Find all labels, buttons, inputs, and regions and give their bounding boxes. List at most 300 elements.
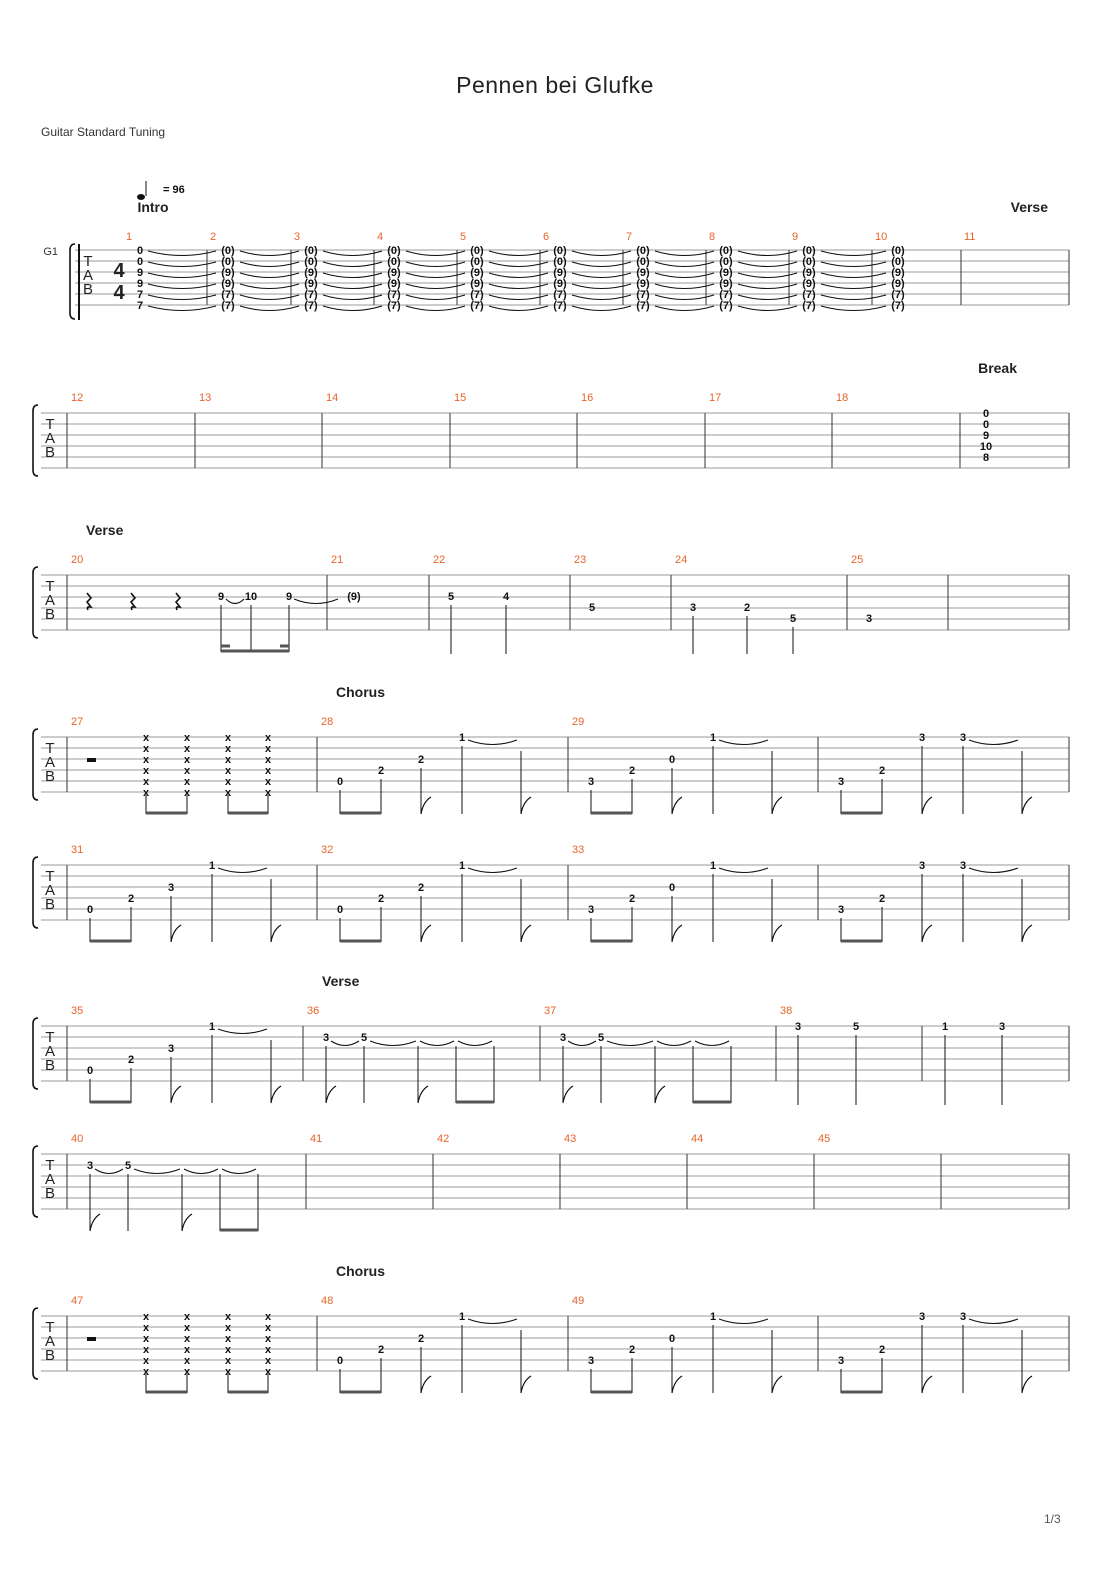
note-flag bbox=[655, 1086, 665, 1103]
dead-note: x bbox=[183, 754, 191, 766]
note-flag bbox=[90, 1214, 100, 1231]
tab-clef-letter: B bbox=[82, 281, 94, 298]
dead-note: x bbox=[183, 1355, 191, 1367]
note-flag bbox=[563, 1086, 573, 1103]
note-flag bbox=[672, 797, 682, 814]
intro-chord-fret: (7) bbox=[304, 300, 318, 312]
note-flag bbox=[772, 925, 782, 942]
note-flag bbox=[418, 1086, 428, 1103]
note-flag bbox=[171, 1086, 181, 1103]
tie-arc bbox=[969, 1319, 1018, 1324]
fret-number: 1 bbox=[208, 1021, 216, 1033]
dead-note: x bbox=[264, 1311, 272, 1323]
fret-number: 3 bbox=[587, 904, 595, 916]
note-flag bbox=[421, 1376, 431, 1393]
intro-chord-fret: (0) bbox=[891, 245, 905, 257]
intro-chord-fret: (7) bbox=[891, 289, 905, 301]
measure-number: 38 bbox=[780, 1005, 793, 1017]
quarter-rest bbox=[176, 593, 180, 610]
tab-clef-letter: T bbox=[45, 740, 55, 757]
dead-note: x bbox=[224, 787, 232, 799]
measure-number: 15 bbox=[454, 392, 467, 404]
tab-clef-letter: B bbox=[44, 768, 56, 785]
measure-number: 20 bbox=[71, 554, 84, 566]
beam-secondary bbox=[280, 645, 289, 648]
tie-arc bbox=[240, 284, 299, 289]
fret-number: 3 bbox=[998, 1021, 1006, 1033]
break-chord-fret: 8 bbox=[982, 452, 990, 464]
tie-arc bbox=[406, 306, 465, 311]
note-flag bbox=[271, 925, 281, 942]
dead-note: x bbox=[142, 732, 150, 744]
intro-chord-fret: (7) bbox=[304, 289, 318, 301]
measure-number: 41 bbox=[310, 1133, 323, 1145]
fret-number: 1 bbox=[709, 860, 717, 872]
tie-arc bbox=[655, 306, 714, 311]
dead-note: x bbox=[142, 754, 150, 766]
tie-arc bbox=[406, 251, 465, 256]
tie-arc bbox=[226, 599, 244, 604]
system-bracket bbox=[33, 1018, 38, 1089]
tie-arc bbox=[240, 273, 299, 278]
dead-note: x bbox=[224, 1311, 232, 1323]
note-flag bbox=[171, 925, 181, 942]
fret-number: 0 bbox=[336, 776, 344, 788]
time-signature-bottom: 4 bbox=[113, 282, 125, 304]
measure-number: 6 bbox=[543, 231, 550, 243]
dead-note: x bbox=[183, 787, 191, 799]
intro-chord-fret: (9) bbox=[304, 278, 318, 290]
dead-note: x bbox=[224, 1333, 232, 1345]
fret-number: 2 bbox=[377, 765, 385, 777]
measure-number: 5 bbox=[460, 231, 467, 243]
dead-note: x bbox=[224, 1322, 232, 1334]
intro-chord-fret: (9) bbox=[891, 278, 905, 290]
tie-arc bbox=[489, 273, 548, 278]
tab-clef-letter: T bbox=[45, 868, 55, 885]
measure-number: 44 bbox=[691, 1133, 704, 1145]
dead-note: x bbox=[183, 732, 191, 744]
system-bracket bbox=[33, 1146, 38, 1217]
dead-note: x bbox=[264, 765, 272, 777]
note-flag bbox=[521, 797, 531, 814]
fret-number: 1 bbox=[709, 1311, 717, 1323]
intro-chord-fret: (9) bbox=[387, 278, 401, 290]
fret-number: (9) bbox=[347, 591, 361, 603]
tab-clef-letter: T bbox=[45, 1029, 55, 1046]
tie-arc bbox=[458, 1041, 492, 1046]
fret-number: 0 bbox=[86, 904, 94, 916]
dead-note: x bbox=[142, 765, 150, 777]
tie-arc bbox=[821, 273, 886, 278]
fret-number: 3 bbox=[959, 860, 967, 872]
tie-arc bbox=[572, 251, 631, 256]
tab-clef-letter: T bbox=[45, 1319, 55, 1336]
fret-number: 0 bbox=[668, 1333, 676, 1345]
tie-arc bbox=[821, 306, 886, 311]
tie-arc bbox=[655, 284, 714, 289]
beam bbox=[841, 812, 882, 815]
measure-number: 29 bbox=[572, 716, 585, 728]
dead-note: x bbox=[224, 1355, 232, 1367]
measure-number: 49 bbox=[572, 1295, 585, 1307]
dead-note: x bbox=[264, 776, 272, 788]
tie-arc bbox=[218, 868, 267, 873]
intro-chord-fret: (9) bbox=[387, 267, 401, 279]
intro-chord-fret: (9) bbox=[636, 267, 650, 279]
beam bbox=[220, 1229, 258, 1232]
fret-number: 2 bbox=[878, 765, 886, 777]
intro-chord-fret: (0) bbox=[221, 245, 235, 257]
intro-chord-fret: (0) bbox=[221, 256, 235, 268]
system-bracket bbox=[33, 567, 38, 638]
tab-clef-letter: T bbox=[45, 416, 55, 433]
fret-number: 2 bbox=[628, 893, 636, 905]
tie-arc bbox=[738, 284, 797, 289]
fret-number: 3 bbox=[959, 1311, 967, 1323]
fret-number: 3 bbox=[794, 1021, 802, 1033]
measure-number: 23 bbox=[574, 554, 587, 566]
intro-chord-fret: (0) bbox=[304, 245, 318, 257]
tab-clef-letter: A bbox=[44, 882, 56, 899]
fret-number: 2 bbox=[628, 765, 636, 777]
intro-chord-fret: (0) bbox=[802, 245, 816, 257]
tab-clef-letter: A bbox=[82, 267, 94, 284]
fret-number: 2 bbox=[417, 1333, 425, 1345]
fret-number: 2 bbox=[628, 1344, 636, 1356]
beam bbox=[340, 1391, 381, 1394]
fret-number: 1 bbox=[458, 732, 466, 744]
fret-number: 0 bbox=[668, 754, 676, 766]
tie-arc bbox=[572, 262, 631, 267]
intro-chord-fret: (0) bbox=[802, 256, 816, 268]
tie-arc bbox=[468, 740, 517, 745]
fret-number: 3 bbox=[86, 1160, 94, 1172]
tie-arc bbox=[468, 1319, 517, 1324]
tab-clef-letter: T bbox=[83, 253, 93, 270]
intro-chord-fret: (0) bbox=[470, 245, 484, 257]
tie-arc bbox=[331, 1041, 359, 1046]
fret-number: 9 bbox=[285, 591, 293, 603]
section-label-break: Break bbox=[978, 360, 1017, 376]
measure-number: 32 bbox=[321, 844, 334, 856]
dead-note: x bbox=[224, 1344, 232, 1356]
tie-arc bbox=[468, 868, 517, 873]
dead-note: x bbox=[142, 1355, 150, 1367]
intro-chord-fret: (9) bbox=[221, 278, 235, 290]
note-flag bbox=[922, 797, 932, 814]
tie-arc bbox=[738, 295, 797, 300]
beam bbox=[221, 650, 289, 653]
dead-note: x bbox=[264, 1355, 272, 1367]
measure-number: 35 bbox=[71, 1005, 84, 1017]
tie-arc bbox=[148, 284, 216, 289]
fret-number: 0 bbox=[336, 904, 344, 916]
intro-chord-fret: (7) bbox=[553, 289, 567, 301]
tab-clef-letter: A bbox=[44, 592, 56, 609]
dead-note: x bbox=[183, 1333, 191, 1345]
tie-arc bbox=[184, 1169, 218, 1174]
intro-chord-fret: (7) bbox=[470, 289, 484, 301]
intro-chord-fret: (9) bbox=[636, 278, 650, 290]
fret-number: 3 bbox=[837, 904, 845, 916]
tie-arc bbox=[655, 273, 714, 278]
intro-chord-fret: (7) bbox=[719, 300, 733, 312]
tie-arc bbox=[568, 1041, 596, 1046]
dead-note: x bbox=[264, 1344, 272, 1356]
tie-arc bbox=[607, 1041, 653, 1046]
section-label-intro: Intro bbox=[137, 199, 169, 215]
dead-note: x bbox=[142, 1344, 150, 1356]
fret-number: 5 bbox=[588, 602, 596, 614]
section-label-verse: Verse bbox=[1010, 199, 1048, 215]
intro-chord-fret: (0) bbox=[719, 245, 733, 257]
tie-arc bbox=[572, 306, 631, 311]
half-rest bbox=[87, 1337, 96, 1341]
system-bracket bbox=[33, 729, 38, 800]
tab-clef-letter: A bbox=[44, 1171, 56, 1188]
fret-number: 5 bbox=[360, 1032, 368, 1044]
dead-note: x bbox=[183, 743, 191, 755]
intro-chord-fret: (9) bbox=[553, 267, 567, 279]
note-flag bbox=[421, 925, 431, 942]
dead-note: x bbox=[264, 1366, 272, 1378]
intro-chord-fret: (7) bbox=[553, 300, 567, 312]
tie-arc bbox=[655, 251, 714, 256]
tie-arc bbox=[406, 273, 465, 278]
fret-number: 10 bbox=[244, 591, 258, 603]
tab-clef-letter: A bbox=[44, 1043, 56, 1060]
intro-chord-fret: (7) bbox=[221, 300, 235, 312]
tie-arc bbox=[655, 295, 714, 300]
note-flag bbox=[1022, 1376, 1032, 1393]
beam bbox=[841, 940, 882, 943]
tie-arc bbox=[821, 295, 886, 300]
system-bracket bbox=[33, 857, 38, 928]
measure-number: 17 bbox=[709, 392, 722, 404]
fret-number: 3 bbox=[587, 776, 595, 788]
dead-note: x bbox=[142, 1366, 150, 1378]
note-flag bbox=[521, 925, 531, 942]
measure-number: 45 bbox=[818, 1133, 831, 1145]
tie-arc bbox=[420, 1041, 454, 1046]
tie-arc bbox=[240, 306, 299, 311]
tie-arc bbox=[489, 251, 548, 256]
measure-number: 28 bbox=[321, 716, 334, 728]
intro-chord-fret: (9) bbox=[304, 267, 318, 279]
dead-note: x bbox=[264, 1333, 272, 1345]
fret-number: 3 bbox=[865, 613, 873, 625]
dead-note: x bbox=[264, 754, 272, 766]
tab-clef-letter: B bbox=[44, 896, 56, 913]
note-flag bbox=[1022, 925, 1032, 942]
fret-number: 5 bbox=[852, 1021, 860, 1033]
intro-chord-fret: (9) bbox=[553, 278, 567, 290]
fret-number: 1 bbox=[458, 1311, 466, 1323]
tie-arc bbox=[489, 262, 548, 267]
fret-number: 9 bbox=[217, 591, 225, 603]
tie-arc bbox=[821, 262, 886, 267]
measure-number: 47 bbox=[71, 1295, 84, 1307]
section-label-verse: Verse bbox=[322, 973, 360, 989]
section-label-verse: Verse bbox=[86, 522, 124, 538]
tie-arc bbox=[738, 262, 797, 267]
fret-number: 2 bbox=[743, 602, 751, 614]
intro-chord-fret: 9 bbox=[136, 267, 144, 279]
tie-arc bbox=[240, 295, 299, 300]
intro-chord-fret: 0 bbox=[136, 256, 144, 268]
note-flag bbox=[421, 797, 431, 814]
tie-arc bbox=[95, 1169, 123, 1174]
intro-chord-fret: (9) bbox=[802, 267, 816, 279]
tab-clef-letter: A bbox=[44, 754, 56, 771]
intro-chord-fret: (7) bbox=[719, 289, 733, 301]
beam bbox=[591, 940, 632, 943]
fret-number: 1 bbox=[458, 860, 466, 872]
tie-arc bbox=[489, 284, 548, 289]
intro-chord-fret: (0) bbox=[387, 245, 401, 257]
intro-chord-fret: (0) bbox=[719, 256, 733, 268]
measure-number: 16 bbox=[581, 392, 594, 404]
fret-number: 3 bbox=[959, 732, 967, 744]
tie-arc bbox=[222, 1169, 256, 1174]
intro-chord-fret: 7 bbox=[136, 300, 144, 312]
fret-number: 3 bbox=[837, 1355, 845, 1367]
measure-number: 8 bbox=[709, 231, 716, 243]
measure-number: 21 bbox=[331, 554, 344, 566]
measure-number: 12 bbox=[71, 392, 84, 404]
tie-arc bbox=[489, 295, 548, 300]
break-chord-fret: 0 bbox=[982, 408, 990, 420]
note-flag bbox=[672, 925, 682, 942]
intro-chord-fret: (0) bbox=[553, 256, 567, 268]
tie-arc bbox=[719, 740, 768, 745]
tie-arc bbox=[323, 306, 382, 311]
intro-chord-fret: (7) bbox=[221, 289, 235, 301]
tie-arc bbox=[323, 284, 382, 289]
fret-number: 3 bbox=[918, 732, 926, 744]
fret-number: 1 bbox=[941, 1021, 949, 1033]
beam bbox=[90, 940, 131, 943]
fret-number: 2 bbox=[377, 1344, 385, 1356]
measure-number: 2 bbox=[210, 231, 217, 243]
tie-arc bbox=[969, 868, 1018, 873]
measure-number: 1 bbox=[126, 231, 133, 243]
tuning-label: Guitar Standard Tuning bbox=[41, 125, 166, 139]
section-label-chorus: Chorus bbox=[336, 684, 385, 700]
tie-arc bbox=[148, 262, 216, 267]
dead-note: x bbox=[183, 1311, 191, 1323]
system-bracket bbox=[33, 405, 38, 476]
fret-number: 3 bbox=[587, 1355, 595, 1367]
fret-number: 1 bbox=[208, 860, 216, 872]
fret-number: 4 bbox=[502, 591, 510, 603]
intro-chord-fret: (0) bbox=[387, 256, 401, 268]
tie-arc bbox=[572, 284, 631, 289]
measure-number: 25 bbox=[851, 554, 864, 566]
fret-number: 2 bbox=[127, 1054, 135, 1066]
fret-number: 3 bbox=[837, 776, 845, 788]
intro-chord-fret: (7) bbox=[636, 300, 650, 312]
beam bbox=[340, 940, 381, 943]
dead-note: x bbox=[224, 743, 232, 755]
tie-arc bbox=[489, 306, 548, 311]
quarter-rest bbox=[87, 593, 91, 610]
tie-arc bbox=[370, 1041, 416, 1046]
tie-arc bbox=[719, 868, 768, 873]
dead-note: x bbox=[142, 1311, 150, 1323]
section-label-chorus: Chorus bbox=[336, 1263, 385, 1279]
intro-chord-fret: 7 bbox=[136, 289, 144, 301]
fret-number: 3 bbox=[322, 1032, 330, 1044]
fret-number: 3 bbox=[167, 1043, 175, 1055]
dead-note: x bbox=[264, 732, 272, 744]
fret-number: 2 bbox=[417, 754, 425, 766]
fret-number: 3 bbox=[918, 860, 926, 872]
dead-note: x bbox=[183, 1366, 191, 1378]
dead-note: x bbox=[264, 1322, 272, 1334]
time-signature-top: 4 bbox=[113, 260, 125, 282]
tempo-marking: = 96 bbox=[163, 184, 185, 196]
tab-clef-letter: A bbox=[44, 1333, 56, 1350]
dead-note: x bbox=[224, 754, 232, 766]
measure-number: 37 bbox=[544, 1005, 557, 1017]
tie-arc bbox=[406, 284, 465, 289]
tie-arc bbox=[148, 273, 216, 278]
dead-note: x bbox=[224, 765, 232, 777]
intro-chord-fret: (7) bbox=[387, 289, 401, 301]
tab-clef-letter: B bbox=[44, 606, 56, 623]
measure-number: 22 bbox=[433, 554, 446, 566]
system-bracket bbox=[33, 1308, 38, 1379]
measure-number: 13 bbox=[199, 392, 212, 404]
intro-chord-fret: 9 bbox=[136, 278, 144, 290]
dead-note: x bbox=[224, 1366, 232, 1378]
tie-arc bbox=[406, 295, 465, 300]
fret-number: 0 bbox=[336, 1355, 344, 1367]
tie-arc bbox=[572, 295, 631, 300]
tie-arc bbox=[323, 251, 382, 256]
intro-chord-fret: 0 bbox=[136, 245, 144, 257]
intro-chord-fret: (0) bbox=[636, 256, 650, 268]
intro-chord-fret: (0) bbox=[470, 256, 484, 268]
intro-chord-fret: (0) bbox=[553, 245, 567, 257]
tab-clef-letter: B bbox=[44, 1057, 56, 1074]
tie-arc bbox=[323, 262, 382, 267]
intro-chord-fret: (9) bbox=[470, 267, 484, 279]
measure-number: 9 bbox=[792, 231, 799, 243]
intro-chord-fret: (0) bbox=[304, 256, 318, 268]
note-flag bbox=[182, 1214, 192, 1231]
note-flag bbox=[922, 925, 932, 942]
intro-chord-fret: (0) bbox=[891, 256, 905, 268]
dead-note: x bbox=[142, 743, 150, 755]
tie-arc bbox=[738, 306, 797, 311]
measure-number: 31 bbox=[71, 844, 84, 856]
intro-chord-fret: (0) bbox=[636, 245, 650, 257]
intro-chord-fret: (9) bbox=[719, 267, 733, 279]
break-chord-fret: 0 bbox=[982, 419, 990, 431]
note-flag bbox=[326, 1086, 336, 1103]
intro-chord-fret: (9) bbox=[891, 267, 905, 279]
dead-note: x bbox=[142, 1322, 150, 1334]
note-flag bbox=[672, 1376, 682, 1393]
fret-number: 0 bbox=[86, 1065, 94, 1077]
note-flag bbox=[521, 1376, 531, 1393]
measure-number: 33 bbox=[572, 844, 585, 856]
measure-number: 36 bbox=[307, 1005, 320, 1017]
tie-arc bbox=[406, 262, 465, 267]
